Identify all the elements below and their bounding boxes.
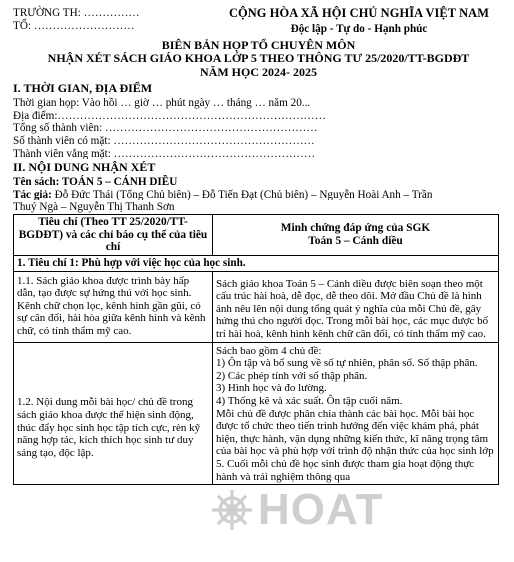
header-criteria-cell: Tiêu chí (Theo TT 25/2020/TT-BGDĐT) và các chỉ báo cụ thể của tiêu chí xyxy=(14,215,213,256)
section-1-heading: I. THỜI GIAN, ĐỊA ĐIỂM xyxy=(13,81,153,96)
evidence-1-2-text: Mỗi chủ đề được phân chia thành các bài học. Mỗi bài học được tổ chức theo tiến trình hướng đến việc khám phá, phát hiện, thực hành, vận dụng những kiến thức, kĩ năng trọng tâm của bài học và phù hợp với trình độ nhận thức của học sinh lớp 5. Cuối mỗi chủ đề học sinh được tham gia hoạt động thực hành và trải nghiệm thông qua xyxy=(216,407,494,483)
header-right xyxy=(214,6,504,36)
table-header-row xyxy=(14,215,499,256)
evidence-1-2-intro: Sách bao gồm 4 chủ đề: xyxy=(216,344,322,357)
authors-line xyxy=(13,188,504,201)
table-row xyxy=(14,271,499,342)
authors-line-2: Thuý Ngà – Nguyễn Thị Thanh Sơn xyxy=(13,201,175,214)
nation-name: CỘNG HÒA XÃ HỘI CHỦ NGHĨA VIỆT NAM xyxy=(228,6,490,20)
document-header xyxy=(13,6,504,36)
evidence-1-1-cell: Sách giáo khoa Toán 5 – Cánh diều được biên soạn theo một cấu trúc hài hoà, dễ đọc, dễ theo dõi. Mở đầu Chủ đề là hình ảnh nêu lên nội dung tổng quát ý nghĩa của mỗi Chủ đề, gây hứng thú cho người đọc. Trong mỗi bài học, các mục được bố trí hài hoà, kênh hình kênh chữ cân đối, có tính thẩm mỹ cao. xyxy=(213,271,499,342)
list-item: 3) Hình học và đo lường. xyxy=(216,382,327,395)
section-1-body xyxy=(13,96,504,159)
criterion-1-1-text: 1.1. Sách giáo khoa được trình bày hấp dẫn, tạo được sự hứng thú với học sinh. xyxy=(17,274,192,300)
header-left xyxy=(13,6,140,36)
title-line-2: NHẬN XÉT SÁCH GIÁO KHOA LỚP 5 THEO THÔNG TƯ 25/2020/TT-BGDĐT xyxy=(47,51,470,66)
book-label: Tên sách: xyxy=(13,176,60,188)
title-line-1: BIÊN BẢN HỌP TỔ CHUYÊN MÔN xyxy=(161,37,356,52)
criterion-1-1-cell xyxy=(14,271,213,342)
criterion-1-row xyxy=(14,256,499,272)
header-evidence-cell xyxy=(213,215,499,256)
authors-value-1: Đỗ Đức Thái (Tổng Chủ biên) – Đỗ Tiến Đạt (Chủ biên) – Nguyễn Hoài Anh – Trần xyxy=(51,188,433,201)
criterion-1-1-detail: Kênh chữ chọn lọc, kênh hình gần gũi, có sự cân đối, hài hòa giữa kênh hình và kênh chữ, có tính thẩm mỹ cao. xyxy=(17,299,206,337)
evidence-1-2-cell xyxy=(213,342,499,485)
meeting-time-line: Thời gian họp: Vào hồi … giờ … phút ngày … tháng … năm 20... xyxy=(13,97,311,109)
meeting-place-line: Địa điểm:……………………………………………………………… xyxy=(13,109,326,122)
nation-motto: Độc lập - Tự do - Hạnh phúc xyxy=(290,22,428,35)
criterion-1-2-cell: 1.2. Nội dung mỗi bài học/ chủ đề trong sách giáo khoa được thể hiện sinh động, thúc đẩy học sinh học tập tích cực, rèn kỹ năng hợp tác, kích thích học sinh tư duy sáng tạo, độc lập. xyxy=(14,342,213,485)
group-field: TỔ: ……………………… xyxy=(13,20,135,32)
section-2-heading: II. NỘI DUNG NHẬN XÉT xyxy=(13,160,156,175)
watermark-text: HOAT xyxy=(258,485,384,534)
absent-members-line: Thành viên vắng mặt: ……………………………………………… xyxy=(13,147,316,160)
total-members-line: Tổng số thành viên: ………………………………………………… xyxy=(13,122,318,135)
criterion-1-cell: 1. Tiêu chí 1: Phù hợp với việc học của học sinh. xyxy=(14,256,499,272)
evidence-title: Minh chứng đáp ứng của SGK xyxy=(280,222,431,235)
list-item: 2) Các phép tính với số thập phân. xyxy=(216,369,368,382)
book-value: TOÁN 5 – CÁNH DIỀU xyxy=(59,176,178,188)
list-item: 1) Ôn tập và bổ sung về số tự nhiên, phân số. Số thập phân. xyxy=(216,357,478,370)
table-row xyxy=(14,342,499,485)
school-field: TRƯỜNG TH: …………… xyxy=(13,7,140,19)
authors-label: Tác giả: xyxy=(13,188,52,201)
review-table xyxy=(13,214,499,485)
list-item: 4) Thống kê và xác suất. Ôn tập cuối năm. xyxy=(216,394,403,407)
present-members-line: Số thành viên có mặt: ……………………………………………… xyxy=(13,135,315,147)
document-title xyxy=(13,39,504,80)
title-line-3: NĂM HỌC 2024- 2025 xyxy=(200,64,317,79)
book-name-line xyxy=(13,175,504,188)
evidence-subtitle: Toán 5 – Cánh diều xyxy=(308,235,403,248)
